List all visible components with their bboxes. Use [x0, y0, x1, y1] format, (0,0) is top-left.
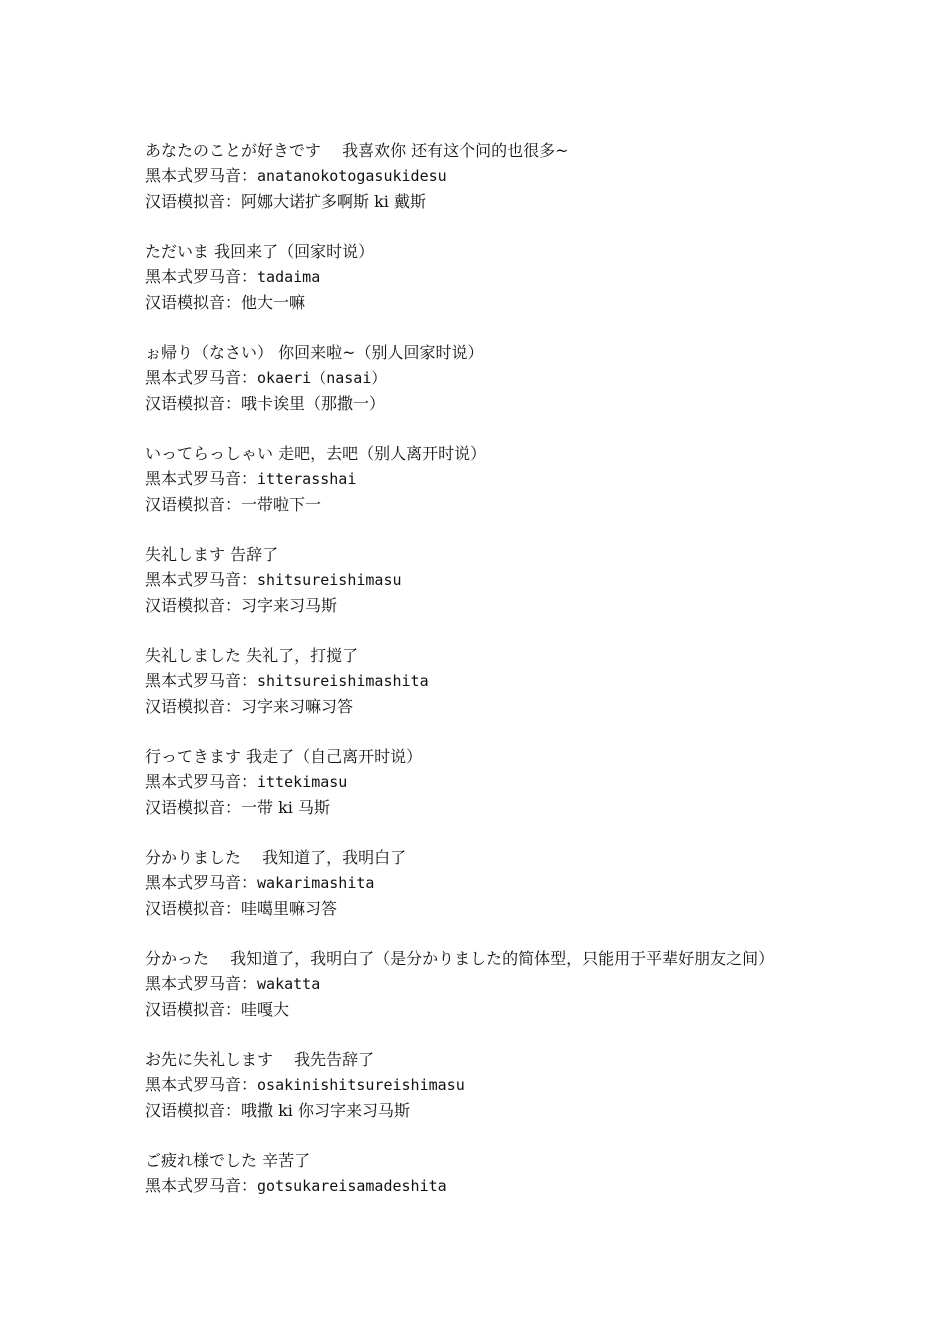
phrase-text: 分かった 我知道了，我明白了（是分かりました的简体型，只能用于平辈好朋友之间） — [145, 949, 775, 968]
romaji-line — [145, 769, 825, 795]
romaji-label: 黑本式罗马音： — [145, 1176, 258, 1195]
phrase-text: ぉ帰り（なさい） 你回来啦~（别人回家时说） — [145, 343, 484, 362]
phrase-text: いってらっしゃい 走吧，去吧（别人离开时说） — [145, 444, 487, 463]
phrase-entry — [145, 542, 825, 618]
romaji-line — [145, 1072, 825, 1098]
romaji-value: wakarimashita — [257, 874, 375, 892]
romaji-label: 黑本式罗马音： — [145, 772, 258, 791]
romaji-value: tadaima — [257, 268, 321, 286]
romaji-line — [145, 567, 825, 593]
pronunciation-value: 习字来习嘛习答 — [241, 697, 354, 716]
romaji-value: ittekimasu — [257, 773, 348, 791]
romaji-value: okaeri（nasai） — [257, 369, 387, 387]
pronunciation-value: 一带啦下一 — [241, 495, 322, 514]
phrase-entry — [145, 643, 825, 719]
phrase-entry — [145, 1047, 825, 1123]
pronunciation-line — [145, 694, 825, 719]
pronunciation-value: 哇噶里嘛习答 — [241, 899, 338, 918]
pronunciation-line — [145, 997, 825, 1022]
phrase-text: 分かりました 我知道了，我明白了 — [145, 848, 407, 867]
pronunciation-label: 汉语模拟音： — [145, 1000, 242, 1019]
pronunciation-line — [145, 290, 825, 315]
romaji-value: anatanokotogasukidesu — [257, 167, 447, 185]
romaji-line — [145, 163, 825, 189]
phrase-text: ただいま 我回来了（回家时说） — [145, 242, 375, 261]
romaji-line — [145, 870, 825, 896]
phrase-entry — [145, 845, 825, 921]
phrase-entry — [145, 744, 825, 820]
pronunciation-value: 哦撒 ki 你习字来习马斯 — [241, 1101, 411, 1120]
pronunciation-label: 汉语模拟音： — [145, 394, 242, 413]
romaji-value: shitsureishimashita — [257, 672, 429, 690]
romaji-line — [145, 365, 825, 391]
phrase-entry — [145, 239, 825, 315]
romaji-line — [145, 1173, 825, 1199]
romaji-line — [145, 264, 825, 290]
pronunciation-value: 习字来习马斯 — [241, 596, 338, 615]
pronunciation-line — [145, 189, 825, 214]
romaji-line — [145, 971, 825, 997]
phrase-entry — [145, 441, 825, 517]
pronunciation-value: 哦卡诶里（那撒一） — [241, 394, 386, 413]
phrase-text: 失礼しました 失礼了，打搅了 — [145, 646, 359, 665]
romaji-value: gotsukareisamadeshita — [257, 1177, 447, 1195]
phrase-entry — [145, 1148, 825, 1199]
pronunciation-line — [145, 492, 825, 517]
phrase-text: あなたのことが好きです 我喜欢你 还有这个问的也很多~ — [145, 141, 569, 160]
romaji-label: 黑本式罗马音： — [145, 873, 258, 892]
pronunciation-label: 汉语模拟音： — [145, 293, 242, 312]
pronunciation-line — [145, 795, 825, 820]
romaji-line — [145, 668, 825, 694]
pronunciation-label: 汉语模拟音： — [145, 495, 242, 514]
romaji-label: 黑本式罗马音： — [145, 469, 258, 488]
pronunciation-label: 汉语模拟音： — [145, 697, 242, 716]
pronunciation-value: 他大一嘛 — [241, 293, 306, 312]
pronunciation-value: 阿娜大诺扩多啊斯 ki 戴斯 — [241, 192, 427, 211]
phrase-text: お先に失礼します 我先告辞了 — [145, 1050, 375, 1069]
romaji-label: 黑本式罗马音： — [145, 1075, 258, 1094]
romaji-label: 黑本式罗马音： — [145, 671, 258, 690]
pronunciation-label: 汉语模拟音： — [145, 899, 242, 918]
phrase-text: ご疲れ様でした 辛苦了 — [145, 1151, 311, 1170]
pronunciation-value: 一带 ki 马斯 — [241, 798, 331, 817]
romaji-label: 黑本式罗马音： — [145, 570, 258, 589]
phrase-text: 行ってきます 我走了（自己离开时说） — [145, 747, 423, 766]
pronunciation-label: 汉语模拟音： — [145, 1101, 242, 1120]
romaji-value: shitsureishimasu — [257, 571, 402, 589]
romaji-label: 黑本式罗马音： — [145, 267, 258, 286]
romaji-value: itterasshai — [257, 470, 357, 488]
romaji-label: 黑本式罗马音： — [145, 166, 258, 185]
phrase-entry — [145, 340, 825, 416]
phrase-list — [145, 138, 825, 1224]
pronunciation-line — [145, 391, 825, 416]
romaji-label: 黑本式罗马音： — [145, 974, 258, 993]
romaji-label: 黑本式罗马音： — [145, 368, 258, 387]
romaji-line — [145, 466, 825, 492]
romaji-value: osakinishitsureishimasu — [257, 1076, 465, 1094]
pronunciation-value: 哇嘎大 — [241, 1000, 290, 1019]
pronunciation-label: 汉语模拟音： — [145, 596, 242, 615]
phrase-entry — [145, 946, 825, 1022]
pronunciation-label: 汉语模拟音： — [145, 192, 242, 211]
pronunciation-line — [145, 1098, 825, 1123]
phrase-text: 失礼します 告辞了 — [145, 545, 279, 564]
romaji-value: wakatta — [257, 975, 321, 993]
pronunciation-line — [145, 593, 825, 618]
phrase-entry — [145, 138, 825, 214]
pronunciation-line — [145, 896, 825, 921]
pronunciation-label: 汉语模拟音： — [145, 798, 242, 817]
